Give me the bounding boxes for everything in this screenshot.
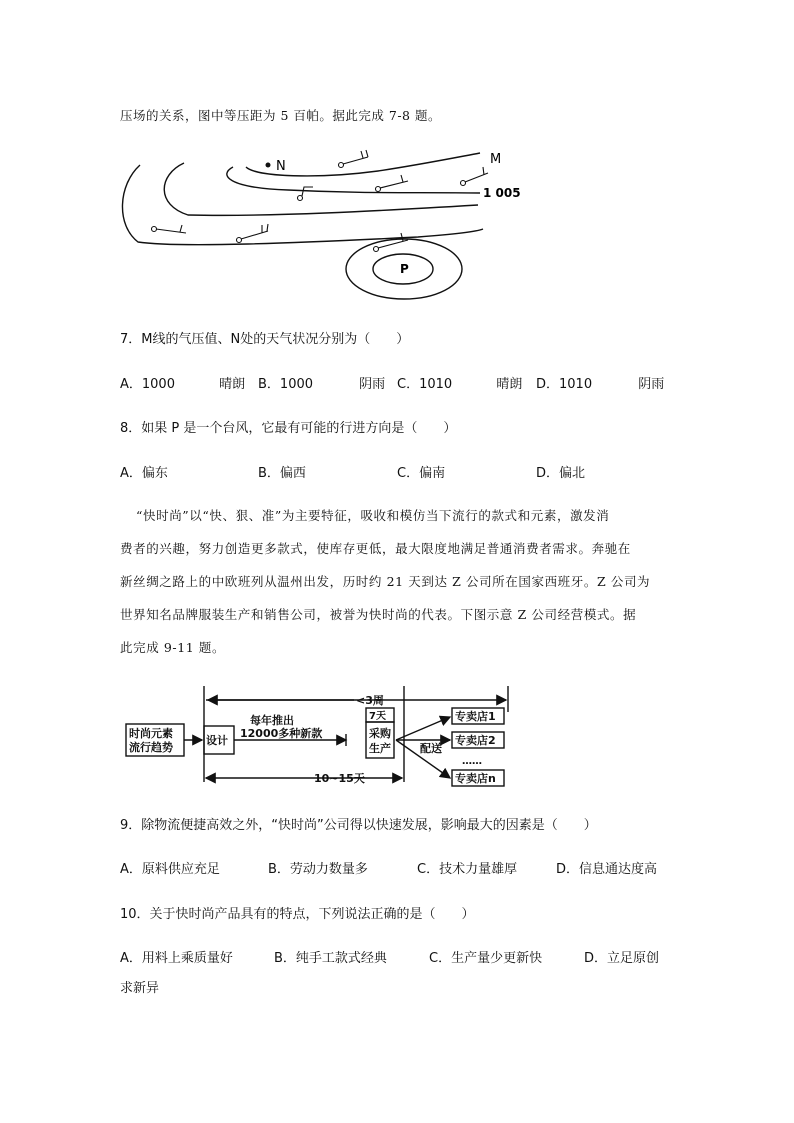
passage-line: 世界知名品牌服装生产和销售公司，被誉为快时尚的代表。下图示意 Z 公司经营模式。据: [120, 607, 637, 622]
wind-barb-icon: [152, 225, 187, 233]
q7-option-a-letter: A．1000: [120, 377, 175, 392]
passage-line: “快时尚”以“快、狠、准”为主要特征，吸收和模仿当下流行的款式和元素，激发消: [136, 508, 610, 523]
q7-option-c-letter: C．1010: [397, 377, 453, 392]
q9-option-c: C．技术力量雄厚: [417, 862, 518, 877]
passage: [120, 506, 680, 671]
isobar-outer: [122, 165, 483, 245]
isobar-middle: [164, 163, 478, 215]
passage-line: 费者的兴趣，努力创造更多款式，使库存更低，最大限度地满足普通消费者需求。奔驰在: [120, 541, 631, 556]
source-line2: 流行趋势: [129, 741, 173, 754]
q8-option-c: C．偏南: [397, 466, 446, 481]
q7-option-b: [258, 373, 385, 392]
storen-label: 专卖店n: [455, 772, 496, 785]
point-n-dot: [266, 163, 271, 168]
question-8: 8．如果 P 是一个台风，它最有可能的行进方向是（ ）: [120, 421, 457, 436]
passage-line: 新丝绸之路上的中欧班列从温州出发，历时约 21 天到达 Z 公司所在国家西班牙。Z 公司为: [120, 574, 651, 589]
q10-option-c: C．生产量少更新快: [429, 951, 543, 966]
wind-barb-icon: [237, 224, 269, 243]
q10-option-b: B．纯手工款式经典: [274, 951, 387, 966]
arrow-line1: 每年推出: [250, 714, 294, 727]
q7-option-a: [120, 373, 245, 392]
question-10: 10．关于快时尚产品具有的特点，下列说法正确的是（ ）: [120, 907, 475, 922]
q7-option-b-value: 阴雨: [359, 377, 386, 392]
label-p: P: [400, 262, 409, 276]
wind-barb-icon: [298, 187, 314, 201]
arrow-line2: 12000多种新款: [240, 727, 323, 740]
ellipsis-label: ……: [462, 756, 482, 767]
business-model-diagram: [124, 682, 514, 792]
q7-option-d-value: 阴雨: [638, 377, 665, 392]
q7-option-a-value: 晴朗: [219, 377, 246, 392]
q8-option-a: A．偏东: [120, 466, 168, 481]
q9-option-d: D．信息通达度高: [556, 862, 658, 877]
label-m: M: [490, 152, 502, 167]
design-label: 设计: [206, 734, 228, 747]
isobar-1005: [227, 167, 480, 193]
top-span-label: <3周: [356, 694, 384, 707]
q8-option-b: B．偏西: [258, 466, 306, 481]
question-7: 7．M线的气压值、N处的天气状况分别为（ ）: [120, 332, 410, 347]
days7-label: 7天: [369, 711, 386, 722]
q10-option-a: A．用料上乘质量好: [120, 951, 233, 966]
label-1005: 1 005: [483, 186, 521, 200]
question-9: 9．除物流便捷高效之外，“快时尚”公司得以快速发展，影响最大的因素是（ ）: [120, 818, 597, 833]
label-n: N: [276, 159, 286, 174]
q9-option-a: A．原料供应充足: [120, 862, 220, 877]
bottom-span-label: 10~15天: [314, 772, 365, 785]
distribute-label: 配送: [420, 742, 442, 755]
isobar-map-figure: [118, 145, 538, 305]
purchase-line1: 采购: [369, 727, 391, 740]
wind-barb-icon: [461, 167, 489, 186]
store1-label: 专卖店1: [455, 710, 496, 723]
q10-option-d: D．立足原创: [584, 951, 660, 966]
store2-label: 专卖店2: [455, 734, 496, 747]
purchase-line2: 生产: [369, 742, 391, 755]
q7-option-c-value: 晴朗: [496, 377, 523, 392]
q10-option-d-wrap: 求新异: [120, 981, 160, 996]
q7-option-d-letter: D．1010: [536, 377, 593, 392]
q8-option-d: D．偏北: [536, 466, 586, 481]
q9-option-b: B．劳动力数量多: [268, 862, 368, 877]
q7-option-c: [397, 373, 522, 392]
wind-barb-icon: [376, 175, 409, 192]
q7-option-b-letter: B．1000: [258, 377, 314, 392]
intro-line: 压场的关系，图中等压距为 5 百帕。据此完成 7-8 题。: [120, 108, 441, 123]
wind-barb-icon: [339, 150, 369, 168]
source-line1: 时尚元素: [129, 727, 173, 740]
q7-option-d: [536, 373, 664, 392]
passage-line: 此完成 9-11 题。: [120, 640, 226, 655]
